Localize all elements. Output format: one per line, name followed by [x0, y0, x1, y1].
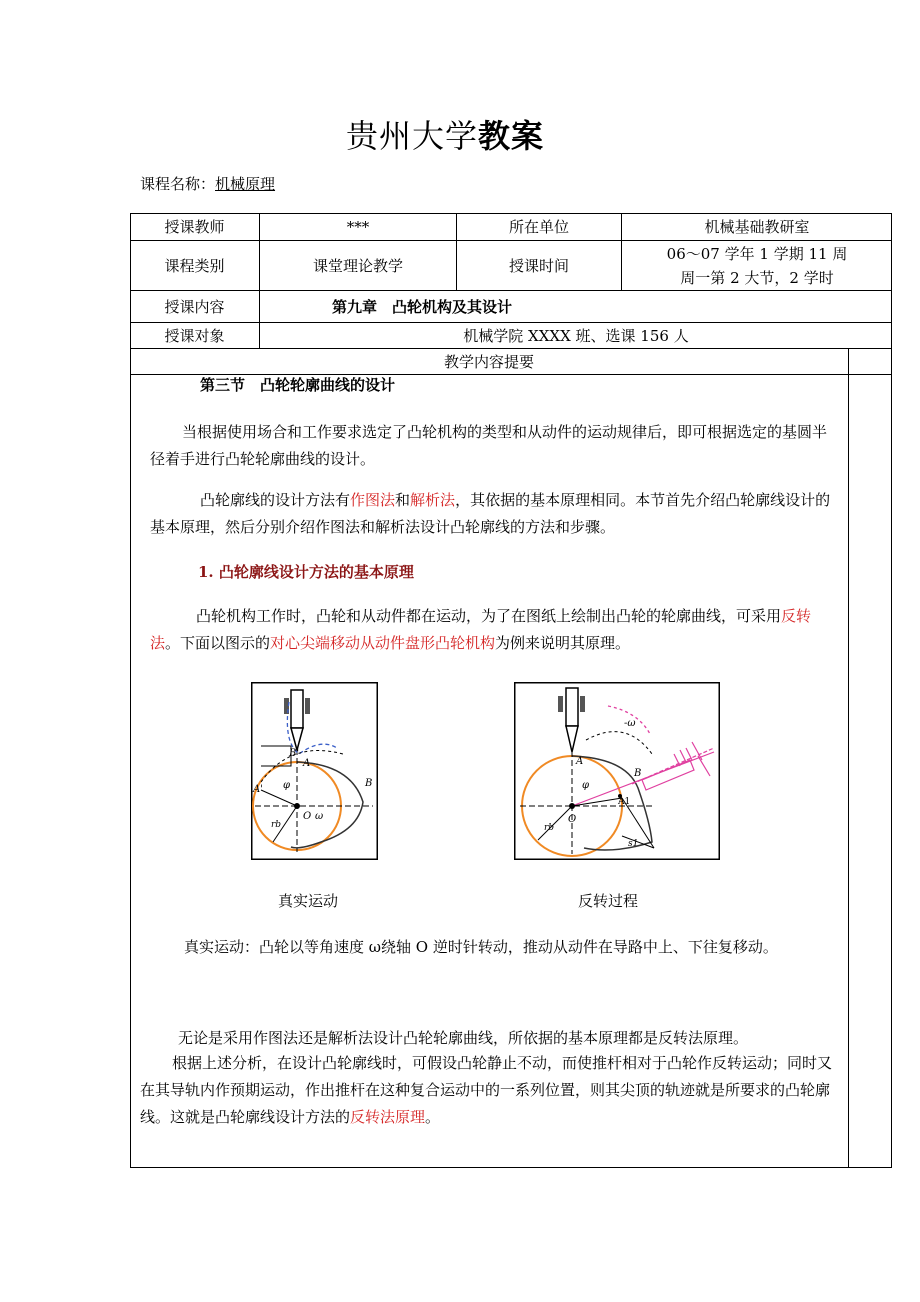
section-title: 第三节 凸轮轮廓曲线的设计 — [200, 376, 396, 394]
label-a: A — [303, 758, 311, 769]
audience-value: 机械学院 XXXX 班、选课 156 人 — [463, 326, 689, 345]
time-line2: 周一第 2 大节，2 学时 — [680, 268, 834, 287]
course-value: 机械原理 — [215, 175, 276, 193]
subsection-title: 1. 凸轮廓线设计方法的基本原理 — [198, 563, 414, 581]
p2-text-c: ，其依据的基本原理相同。本节首先介绍凸轮廓线设计的基本原理，然后分别介绍作图法和解析法设计凸轮廓线的方法和步骤。 — [150, 491, 831, 536]
paragraph-3 — [150, 603, 832, 657]
figure-real-motion — [251, 682, 378, 860]
p3-text-a: 凸轮机构工作时，凸轮和从动件都在运动，为了在图纸上绘制出凸轮的轮廓曲线，可采用 — [196, 607, 782, 625]
course-line — [140, 172, 275, 196]
label-rb: rb — [271, 820, 282, 830]
p6-red-term: 反转法原理 — [350, 1108, 426, 1126]
course-label: 课程名称： — [140, 175, 216, 193]
label-b-prime: B' — [289, 748, 300, 759]
p3-text-b: 。下面以图示的 — [165, 634, 271, 652]
p2-text-a: 凸轮廓线的设计方法有 — [200, 491, 351, 509]
p6-text-a: 根据上述分析，在设计凸轮廓线时，可假设凸轮静止不动，而使推杆相对于凸轮作反转运动；同时又在其导轨内作预期运动，作出推杆在这种复合运动中的一系列位置，则其尖顶的轨迹就是所要求的凸轮廓线。这就是凸轮廓线设计方法的 — [140, 1054, 833, 1126]
content-label: 授课内容 — [164, 297, 225, 316]
outline-label: 教学内容提要 — [443, 352, 534, 371]
label-a: A — [576, 756, 584, 767]
label-phi: φ — [582, 780, 590, 791]
label-omega: ω — [315, 811, 324, 822]
title-normal: 贵州大学 — [345, 117, 478, 155]
audience-label: 授课对象 — [164, 326, 225, 345]
label-b: B — [365, 778, 373, 789]
p3-red-term-2: 对心尖端移动从动件盘形凸轮机构 — [270, 634, 496, 652]
label-o: O — [568, 814, 577, 825]
paragraph-5: 无论是采用作图法还是解析法设计凸轮轮廓曲线，所依据的基本原理都是反转法原理。 — [178, 1029, 749, 1047]
label-a-prime: A' — [253, 784, 263, 795]
paragraph-1: 当根据使用场合和工作要求选定了凸轮机构的类型和从动件的运动规律后，即可根据选定的基圆半径着手进行凸轮轮廓曲线的设计。 — [150, 423, 828, 468]
time-line1: 06～07 学年 1 学期 11 周 — [666, 244, 848, 263]
p3-red-term-1: 反转法 — [150, 607, 812, 652]
title-bold: 教案 — [478, 117, 545, 155]
p2-red-term-2: 解析法 — [410, 491, 456, 509]
paragraph-2 — [150, 487, 832, 541]
label-rb: rb — [544, 823, 555, 833]
teacher-label: 授课教师 — [164, 217, 225, 236]
label-neg-omega: -ω — [624, 718, 636, 729]
label-o: O — [303, 811, 312, 822]
label-a1: A1 — [618, 797, 631, 807]
paragraph-4: 真实运动：凸轮以等角速度 ω绕轴 O 逆时针转动，推动从动件在导路中上、下往复移动。 — [184, 938, 778, 956]
unit-value: 机械基础教研室 — [704, 217, 810, 236]
time-label: 授课时间 — [508, 256, 569, 275]
figure-inversion-process — [514, 682, 720, 860]
label-b: B — [634, 768, 642, 779]
category-value: 课堂理论教学 — [312, 256, 403, 275]
col-divider — [848, 348, 849, 1168]
p3-text-c: 为例来说明其原理。 — [495, 634, 631, 652]
content-value: 第九章 凸轮机构及其设计 — [332, 297, 513, 316]
time-value — [622, 241, 892, 290]
category-label: 课程类别 — [164, 256, 225, 275]
page-title — [0, 114, 890, 158]
p2-text-b: 和 — [395, 491, 411, 509]
caption-right: 反转过程 — [578, 892, 639, 910]
label-s1: s1 — [628, 839, 639, 849]
paragraph-6 — [140, 1050, 840, 1131]
caption-left: 真实运动 — [278, 892, 339, 910]
p6-text-b: 。 — [425, 1108, 441, 1126]
p2-red-term-1: 作图法 — [350, 491, 396, 509]
teacher-value: *** — [346, 217, 370, 236]
unit-label: 所在单位 — [508, 217, 569, 236]
label-phi: φ — [283, 780, 291, 791]
